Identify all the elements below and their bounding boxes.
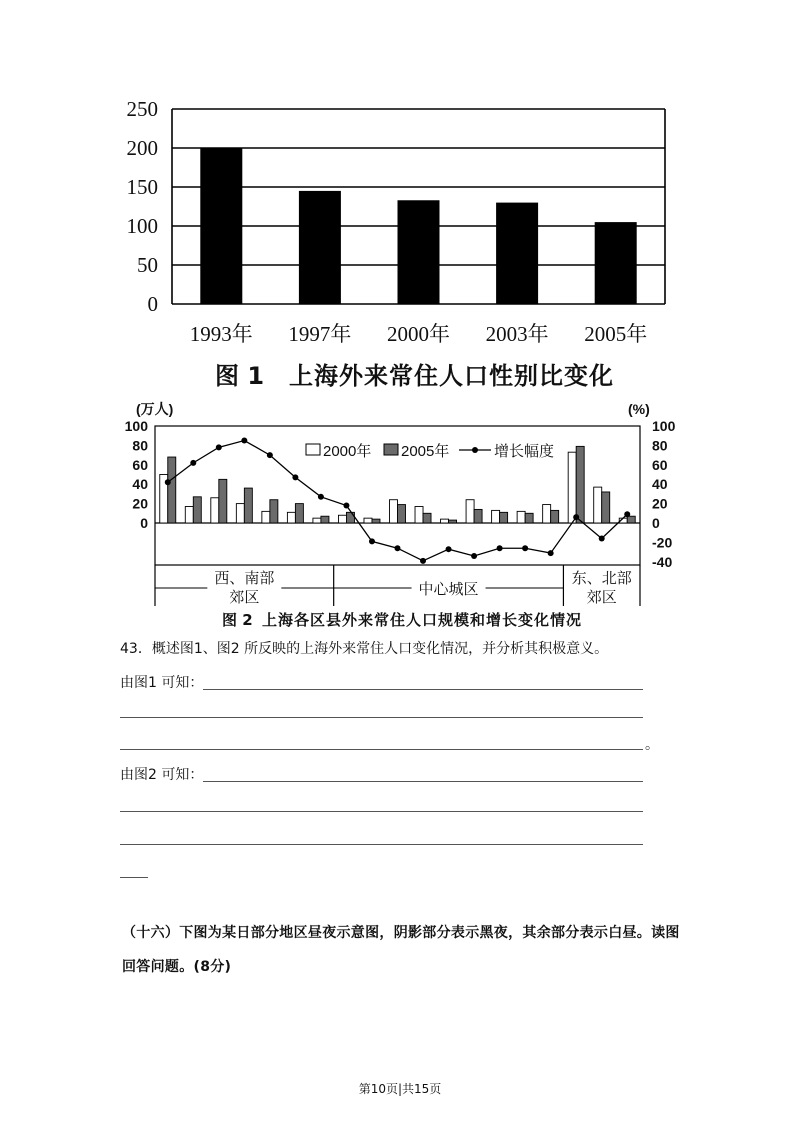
- answer-2-line-1: [203, 781, 643, 782]
- bar-series-1: [466, 500, 474, 523]
- section-16-line-2: 回答问题。(8分): [122, 959, 232, 975]
- legend-swatch-2005: [384, 444, 398, 455]
- growth-point: [573, 514, 579, 520]
- growth-point: [241, 438, 247, 444]
- bar: [398, 200, 440, 304]
- bar-series-2: [295, 504, 303, 523]
- bar-series-2: [423, 513, 431, 523]
- bar-series-2: [168, 457, 176, 523]
- bar-series-1: [185, 507, 193, 523]
- answer-2-line-2: [120, 811, 643, 812]
- growth-point: [292, 474, 298, 480]
- left-y-tick-label: 40: [132, 476, 148, 493]
- x-tick-label: 2000年: [387, 322, 450, 346]
- bar-series-2: [244, 488, 252, 523]
- growth-point: [599, 536, 605, 542]
- bar-series-2: [270, 500, 278, 523]
- y-tick-label: 150: [126, 175, 158, 199]
- bar-series-2: [627, 516, 635, 523]
- legend-label-2005: 2005年: [401, 443, 450, 460]
- figure-1-label: 图 1: [215, 362, 265, 390]
- left-y-tick-label: 60: [132, 456, 148, 473]
- x-tick-label: 2005年: [584, 322, 648, 346]
- growth-point: [395, 545, 401, 551]
- right-y-tick-label: 80: [652, 437, 668, 454]
- region-label: 中心城区: [418, 581, 479, 598]
- right-y-tick-label: -20: [652, 534, 673, 551]
- bar-series-1: [364, 518, 372, 523]
- bar-series-1: [517, 511, 525, 523]
- bar-series-1: [338, 515, 346, 523]
- bar-series-1: [236, 504, 244, 523]
- bar-series-1: [313, 518, 321, 523]
- bar-series-2: [551, 510, 559, 523]
- growth-point: [497, 545, 503, 551]
- left-y-tick-label: 20: [132, 495, 148, 512]
- figure-1-bar-chart: [127, 97, 666, 346]
- bar-series-1: [441, 519, 449, 523]
- right-y-tick-label: 40: [652, 476, 668, 493]
- bar-series-1: [287, 512, 295, 523]
- bar-series-2: [474, 509, 482, 523]
- growth-point: [446, 546, 452, 552]
- bar: [299, 191, 341, 304]
- right-y-tick-label: 20: [652, 495, 668, 512]
- answer-2-line-3: [120, 844, 643, 845]
- growth-point: [522, 545, 528, 551]
- growth-point: [190, 460, 196, 466]
- bar-series-2: [219, 479, 227, 523]
- bar-series-2: [576, 446, 584, 523]
- y-tick-label: 200: [126, 136, 158, 160]
- bar-series-1: [390, 500, 398, 523]
- bar: [200, 148, 242, 304]
- page-footer: 第10页|共15页: [358, 1082, 442, 1096]
- region-label-bottom: 郊区: [586, 589, 617, 606]
- answer-1-prefix: 由图1 可知：: [120, 675, 204, 691]
- figure-1-caption: 上海外来常住人口性别比变化: [289, 362, 614, 390]
- x-tick-label: 1997年: [288, 322, 352, 346]
- left-y-tick-label: 0: [140, 515, 148, 531]
- answer-1-line-1: [203, 689, 643, 690]
- bar-series-1: [211, 498, 219, 523]
- answer-2-line-4: [120, 877, 148, 878]
- region-label-top: 东、北部: [571, 570, 632, 587]
- bar-series-2: [525, 513, 533, 523]
- legend-label-growth: 增长幅度: [494, 443, 555, 460]
- bar: [496, 203, 538, 304]
- right-y-tick-label: -40: [652, 553, 673, 570]
- legend-dot-sample: [472, 447, 478, 453]
- bar-series-2: [346, 512, 354, 523]
- section-16-line-1: （十六）下图为某日部分地区昼夜示意图，阴影部分表示黑夜，其余部分表示白昼。读图: [122, 925, 680, 941]
- growth-point: [216, 444, 222, 450]
- figure-2-legend: [306, 442, 554, 460]
- y-tick-label: 100: [126, 214, 158, 238]
- bar-series-2: [321, 516, 329, 523]
- region-label-bottom: 郊区: [229, 589, 260, 606]
- left-axis-unit: (万人): [136, 401, 174, 417]
- x-tick-label: 2003年: [485, 322, 549, 346]
- right-y-tick-label: 60: [652, 456, 668, 473]
- growth-point: [165, 479, 171, 485]
- growth-point: [318, 494, 324, 500]
- bar-series-2: [372, 519, 380, 523]
- answer-2-prefix: 由图2 可知：: [120, 767, 204, 783]
- bar: [595, 222, 637, 304]
- bar-series-1: [543, 505, 551, 523]
- bar-series-1: [594, 487, 602, 523]
- bar-series-2: [500, 512, 508, 523]
- growth-point: [343, 503, 349, 509]
- figure-2-label: 图 2: [222, 611, 253, 629]
- answer-1-end-mark: 。: [645, 737, 659, 753]
- y-tick-label: 250: [126, 97, 158, 121]
- bar-series-2: [193, 497, 201, 523]
- growth-point: [267, 452, 273, 458]
- legend-swatch-2000: [306, 444, 320, 455]
- growth-point: [624, 511, 630, 517]
- growth-point: [471, 553, 477, 559]
- legend-label-2000: 2000年: [323, 443, 372, 460]
- right-y-tick-label: 0: [652, 515, 660, 531]
- bar-series-2: [449, 520, 457, 523]
- growth-point: [369, 538, 375, 544]
- growth-point: [420, 558, 426, 564]
- y-tick-label: 50: [137, 253, 158, 277]
- figure-2-caption: 上海各区县外来常住人口规模和增长变化情况: [262, 611, 583, 629]
- answer-1-line-2: [120, 717, 643, 718]
- y-tick-label: 0: [147, 292, 158, 316]
- bar-series-1: [262, 511, 270, 523]
- answer-1-line-3: [120, 749, 643, 750]
- region-label-top: 西、南部: [214, 570, 275, 587]
- x-tick-label: 1993年: [189, 322, 253, 346]
- right-axis-unit: (%): [628, 401, 650, 417]
- question-43-stem: 43．概述图1、图2 所反映的上海外来常住人口变化情况，并分析其积极意义。: [120, 641, 609, 657]
- bar-series-2: [398, 505, 406, 523]
- bar-series-1: [568, 452, 576, 523]
- left-y-tick-label: 100: [124, 418, 148, 434]
- left-y-tick-label: 80: [132, 437, 148, 454]
- growth-point: [548, 550, 554, 556]
- bar-series-2: [602, 492, 610, 523]
- right-y-tick-label: 100: [652, 418, 676, 434]
- bar-series-1: [492, 510, 500, 523]
- bar-series-1: [415, 507, 423, 523]
